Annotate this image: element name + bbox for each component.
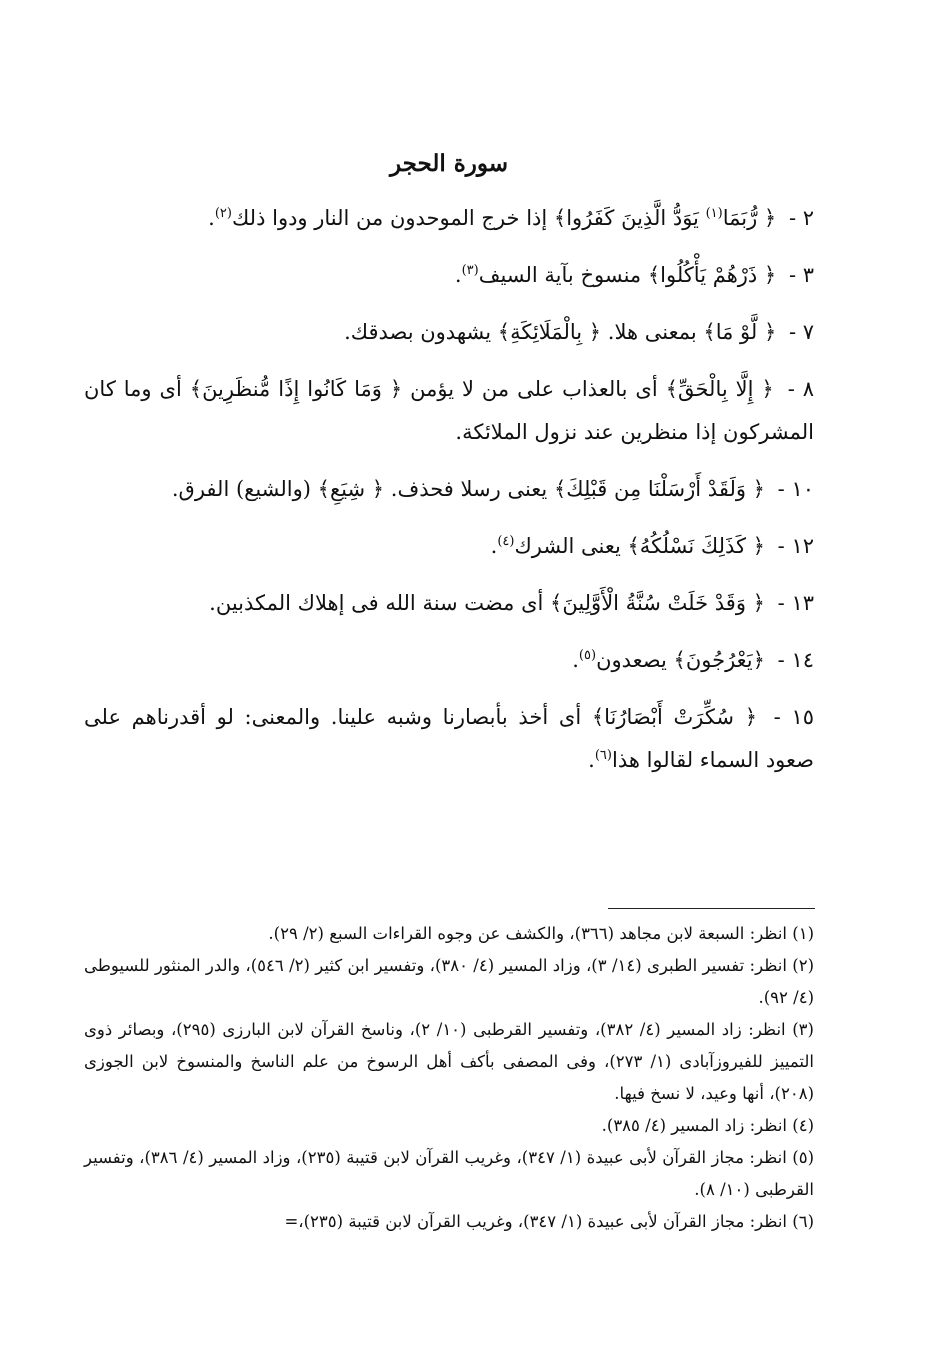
commentary: يعنى رسلا فحذف. <box>390 477 548 501</box>
verse-number: ٣ - <box>788 263 814 287</box>
quran-quote-2: ﴿ وَمَا كَانُوا إِذًا مُّنظَرِينَ﴾ <box>189 377 403 401</box>
commentary: أى بالعذاب على من لا يؤمن <box>410 377 658 401</box>
verse-number: ١٣ - <box>777 591 814 615</box>
quran-quote: ﴿ ذَرْهُمْ يَأْكُلُوا﴾ <box>647 263 777 287</box>
footnote-ref[interactable]: (٦) <box>594 748 612 763</box>
entry-verse-14 <box>84 639 814 682</box>
entry-verse-2 <box>84 197 814 240</box>
footnote-2: (٢) انظر: تفسير الطبرى (١٤/ ٣)، وزاد المسير (٤/ ٣٨٠)، وتفسير ابن كثير (٢/ ٥٤٦)، والدر المنثور للسيوطى (٤/ ٩٢). <box>84 956 814 1007</box>
quran-quote-cont: يَوَدُّ الَّذِينَ كَفَرُوا﴾ <box>553 206 699 230</box>
end-mark: . <box>490 534 498 558</box>
verse-number: ٧ - <box>788 320 814 344</box>
entry-verse-8 <box>84 368 814 454</box>
quran-quote-2: ﴿ بِالْمَلَائِكَةِ﴾ <box>497 320 602 344</box>
verse-number: ٢ - <box>788 206 814 230</box>
verse-number: ١٥ - <box>773 705 814 729</box>
footnote-ref[interactable]: (١) <box>705 206 723 221</box>
end-mark: . <box>588 748 595 772</box>
main-text <box>84 150 814 796</box>
commentary: يعنى الشرك <box>514 534 621 558</box>
end-mark: . <box>572 648 579 672</box>
entry-verse-10 <box>84 468 814 511</box>
verse-number: ١٢ - <box>777 534 814 558</box>
footnote-3: (٣) انظر: زاد المسير (٤/ ٣٨٢)، وتفسير القرطبى (١٠/ ٢)، وناسخ القرآن لابن البارزى (٢٩٥)، وبصائر ذوى التمييز للفيروزآبادى (١/ ٢٧٣)، وفى المصفى بأكف أهل الرسوخ من علم الناسخ والمنسوخ لابن الجوزى (٢٠٨)، أنها وعيد، لا نسخ فيها. <box>84 1020 814 1103</box>
verse-number: ١٠ - <box>777 477 814 501</box>
commentary: أى مضت سنة الله فى إهلاك المكذبين. <box>209 591 544 615</box>
footnote-ref[interactable]: (٣) <box>461 263 479 278</box>
quran-quote: ﴿ إِلَّا بِالْحَقِّ﴾ <box>665 377 774 401</box>
commentary: بمعنى هلا. <box>607 320 697 344</box>
commentary-2: أى وما كان المشركون إذا منظرين عند نزول الملائكة. <box>84 377 814 444</box>
commentary: أى أخذ بأبصارنا وشبه علينا. والمعنى: لو أقدرناهم على صعود السماء لقالوا هذا <box>84 705 814 772</box>
quran-quote: ﴿ سُكِّرَتْ أَبْصَارُنَا﴾ <box>591 705 757 729</box>
footnote-ref[interactable]: (٥) <box>578 648 597 663</box>
footnote-4: (٤) انظر: زاد المسير (٤/ ٣٨٥). <box>601 1116 814 1135</box>
footnote-ref[interactable]: (٤) <box>497 534 515 549</box>
commentary-2: يشهدون بصدقك. <box>344 320 492 344</box>
quran-quote: ﴿ رُّبَمَا <box>722 206 777 230</box>
commentary: إذا خرج الموحدون من النار ودوا ذلك <box>231 206 548 230</box>
entry-verse-15 <box>84 696 814 782</box>
end-mark: . <box>208 206 215 230</box>
quran-quote: ﴿يَعْرُجُونَ﴾ <box>673 648 765 672</box>
footnote-1: (١) انظر: السبعة لابن مجاهد (٣٦٦)، والكشف عن وجوه القراءات السبع (٢/ ٢٩). <box>268 924 814 943</box>
footnote-5: (٥) انظر: مجاز القرآن لأبى عبيدة (١/ ٣٤٧)، وغريب القرآن لابن قتيبة (٢٣٥)، وزاد المسير (٤/ ٣٨٦)، وتفسير القرطبى (١٠/ ٨). <box>84 1148 814 1199</box>
entry-verse-13 <box>84 582 814 625</box>
commentary-2: (والشيع) الفرق. <box>171 477 311 501</box>
quran-quote-2: ﴿ شِيَعِ﴾ <box>317 477 385 501</box>
verse-number: ٨ - <box>787 377 815 401</box>
footnotes <box>84 918 814 1238</box>
quran-quote: ﴿ لَّوْ مَا﴾ <box>703 320 777 344</box>
verse-number: ١٤ - <box>777 648 814 672</box>
quran-quote: ﴿ وَلَقَدْ أَرْسَلْنَا مِن قَبْلِكَ﴾ <box>553 477 765 501</box>
footnote-separator <box>608 908 815 909</box>
footnote-ref[interactable]: (٢) <box>214 206 232 221</box>
quran-quote: ﴿ كَذَلِكَ نَسْلُكُهُ﴾ <box>627 534 765 558</box>
end-mark: . <box>454 263 462 287</box>
commentary: منسوخ بآية السيف <box>478 263 642 287</box>
page-title: سورة الحجر <box>389 150 509 177</box>
commentary: يصعدون <box>596 648 667 672</box>
quran-quote: ﴿ وَقَدْ خَلَتْ سُنَّةُ الْأَوَّلِينَ﴾ <box>550 591 765 615</box>
entry-verse-7 <box>84 311 814 354</box>
entry-verse-3 <box>84 254 814 297</box>
entry-verse-12 <box>84 525 814 568</box>
footnote-6: (٦) انظر: مجاز القرآن لأبى عبيدة (١/ ٣٤٧)، وغريب القرآن لابن قتيبة (٢٣٥)،= <box>284 1212 814 1231</box>
